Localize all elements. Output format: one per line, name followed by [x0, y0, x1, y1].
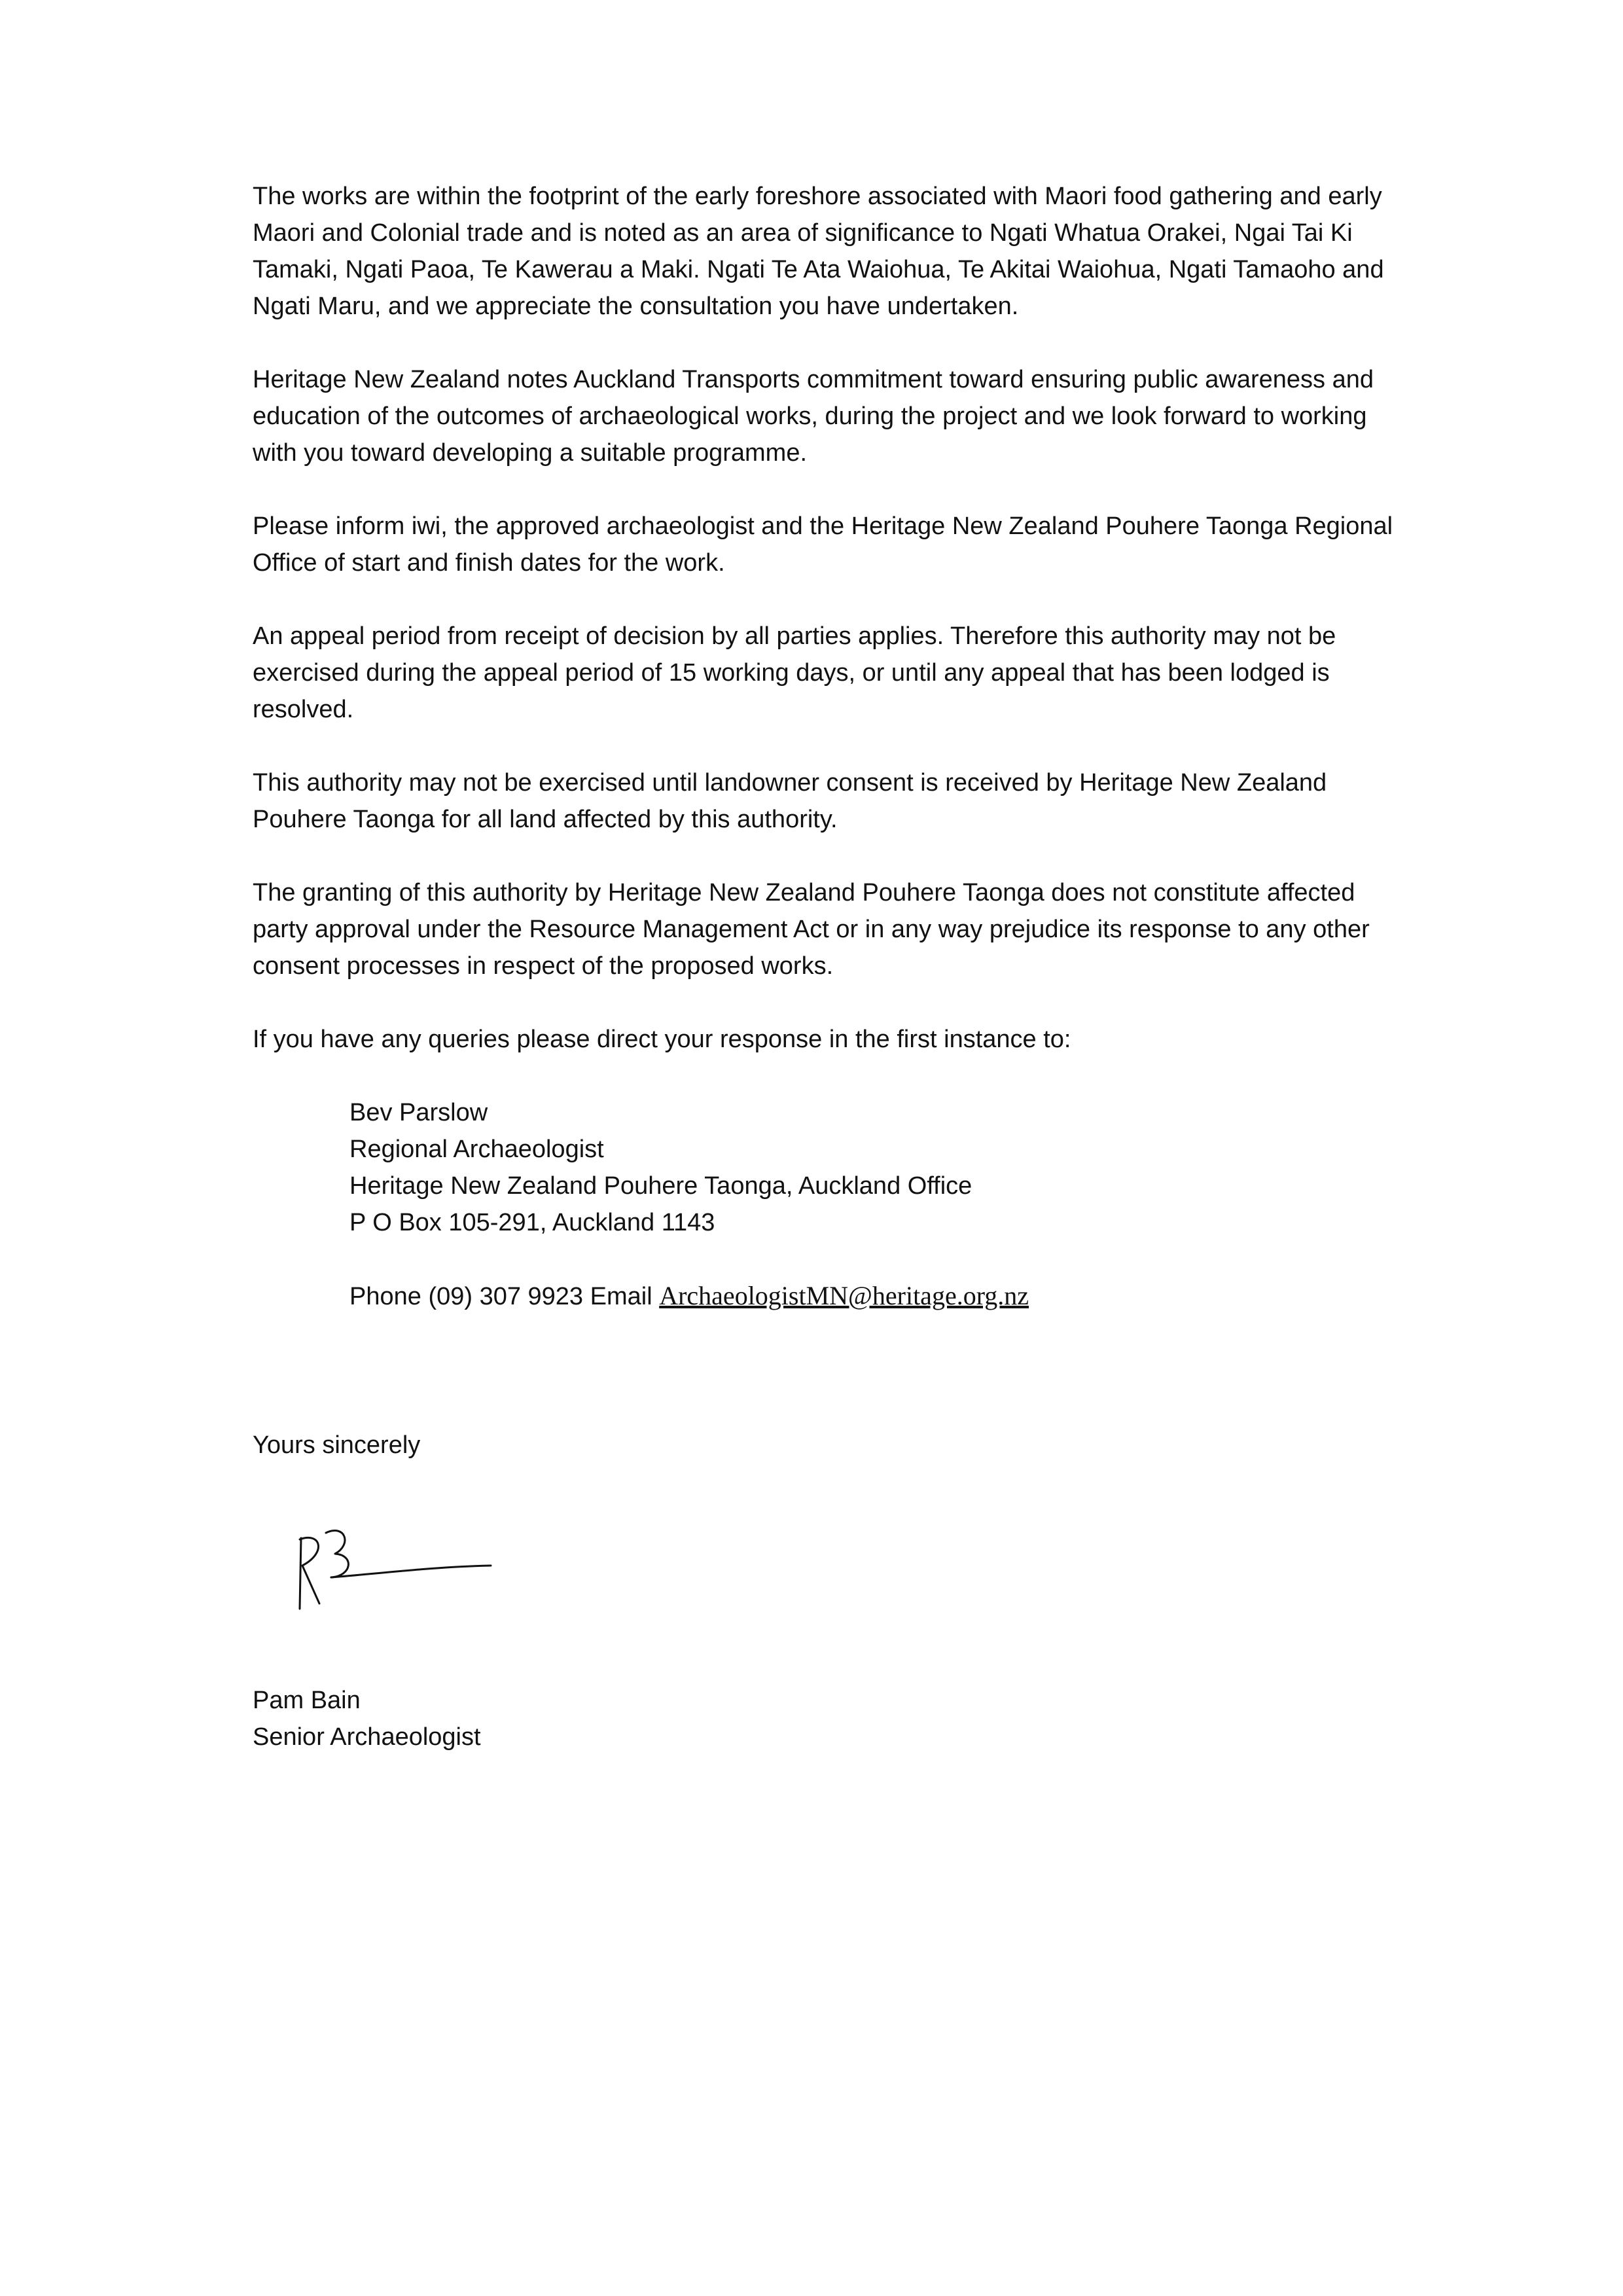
contact-address	[349, 1094, 1404, 1241]
paragraph-rma-approval: The granting of this authority by Heritage New Zealand Pouhere Taonga does not constitute affected party approval under the Resource Management Act or in any way prejudice its response to any other consent processes in respect of the proposed works.	[253, 879, 1370, 980]
paragraph-queries: If you have any queries please direct your response in the first instance to:	[253, 1026, 1071, 1053]
paragraph-inform-iwi: Please inform iwi, the approved archaeologist and the Heritage New Zealand Pouhere Taonga Regional Office of start and finish dates for the work.	[253, 512, 1393, 577]
letter-body	[253, 178, 1404, 1315]
contact-title: Regional Archaeologist	[349, 1136, 604, 1163]
signatory-title: Senior Archaeologist	[253, 1723, 481, 1751]
paragraph-public-awareness: Heritage New Zealand notes Auckland Transports commitment toward ensuring public awareness and education of the outcomes of archaeological works, during the project and we look forward to working with you toward developing a suitable programme.	[253, 366, 1374, 467]
contact-postal: P O Box 105-291, Auckland 1143	[349, 1209, 715, 1236]
closing-salutation: Yours sincerely	[253, 1431, 421, 1459]
signatory-block	[253, 1682, 481, 1755]
paragraph-appeal-period: An appeal period from receipt of decision by all parties applies. Therefore this authority may not be exercised during the appeal period of 15 working days, or until any appeal that has been lodged is resolved.	[253, 622, 1336, 723]
paragraph-significance: The works are within the footprint of the early foreshore associated with Maori food gathering and early Maori and Colonial trade and is noted as an area of significance to Ngati Whatua Orakei, Ngai Tai Ki Tamaki, Ngati Paoa, Te Kawerau a Maki. Ngati Te Ata Waiohua, Te Akitai Waiohua, Ngati Tamaoho and Ngati Maru, and we appreciate the consultation you have undertaken.	[253, 183, 1384, 320]
handwritten-signature-icon	[281, 1518, 504, 1617]
contact-email-link[interactable]: ArchaeologistMN@heritage.org.nz	[659, 1281, 1029, 1310]
signatory-name: Pam Bain	[253, 1687, 361, 1714]
contact-phone: Phone (09) 307 9923 Email	[349, 1283, 652, 1310]
contact-office: Heritage New Zealand Pouhere Taonga, Auckland Office	[349, 1172, 972, 1200]
contact-name: Bev Parslow	[349, 1099, 488, 1126]
contact-phone-email	[349, 1278, 1404, 1315]
paragraph-landowner-consent: This authority may not be exercised until landowner consent is received by Heritage New Zealand Pouhere Taonga for all land affected by this authority.	[253, 769, 1327, 833]
